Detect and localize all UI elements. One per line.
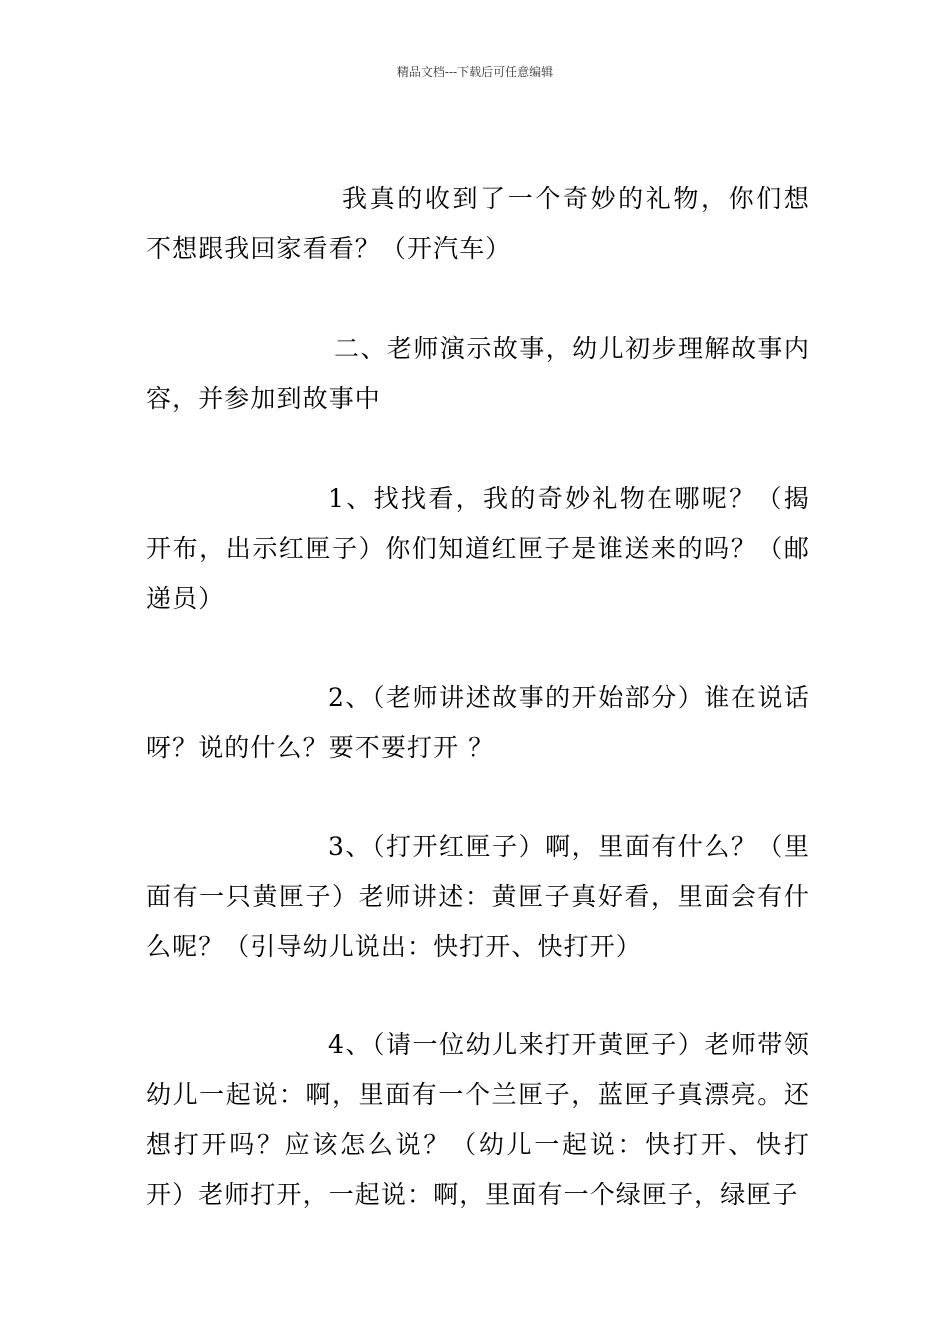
- paragraph-block-1: [146, 174, 810, 274]
- paragraph-step-3: 3、（打开红匣子）啊，里面有什么？（里面有一只黄匣子）老师讲述：黄匣子真好看，里面会有什么呢？（引导幼儿说出：快打开、快打开）: [146, 832, 810, 961]
- paragraph-block-6: [146, 1020, 810, 1220]
- paragraph-step-2: 2、（老师讲述故事的开始部分）谁在说话呀？说的什么？要不要打开 ？: [146, 683, 810, 762]
- paragraph-block-3: [146, 474, 810, 624]
- paragraph-block-5: [146, 822, 810, 972]
- paragraph-step-4: 4、（请一位幼儿来打开黄匣子）老师带领幼儿一起说：啊，里面有一个兰匣子，蓝匣子真漂亮。还想打开吗？应该怎么说？（幼儿一起说：快打开、快打开）老师打开，一起说：啊，里面有一个绿匣子，绿匣子: [146, 1030, 810, 1209]
- paragraph-block-2: [146, 324, 810, 424]
- paragraph-step-1: 1、找找看，我的奇妙礼物在哪呢？（揭开布，出示红匣子）你们知道红匣子是谁送来的吗？（邮递员）: [146, 484, 810, 613]
- page-header: 精品文档---下载后可任意编辑: [396, 65, 554, 79]
- paragraph-invitation: 我真的收到了一个奇妙的礼物，你们想不想跟我回家看看？（开汽车）: [146, 184, 810, 263]
- paragraph-section-two-heading: 二、老师演示故事，幼儿初步理解故事内容，并参加到故事中: [146, 334, 810, 413]
- paragraph-block-4: [146, 673, 810, 773]
